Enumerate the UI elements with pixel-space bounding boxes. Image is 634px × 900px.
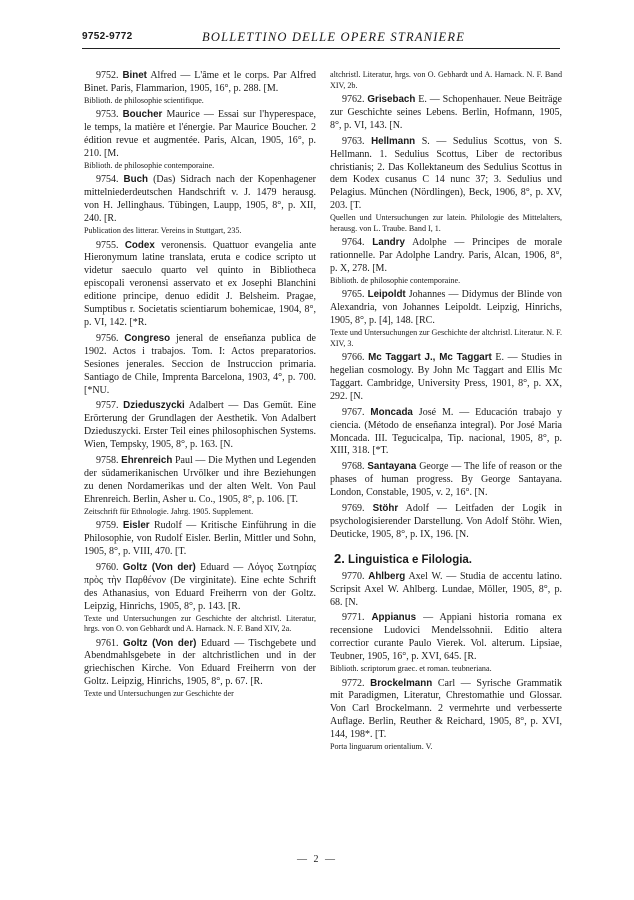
bibliography-entry xyxy=(330,94,562,136)
entry-number: 9754. xyxy=(96,174,119,186)
linguistics-entries xyxy=(330,571,562,756)
entry-headword: Dzieduszycki xyxy=(123,400,185,412)
entry-headword: Mc Taggart J., Mc Taggart xyxy=(368,352,492,364)
entry-headword: Stöhr xyxy=(372,503,399,515)
entry-text: Adalbert — Das Gemüt. Eine Erörterung der Grundlagen der Aesthetik. Von Adalbert Dzieduszycki. Erster Teil eines philosophischen Systems. Wien, Tempsky, 1905, 8°, p. 163. [N. xyxy=(84,400,316,451)
entry-body xyxy=(84,638,316,690)
entry-text: S. — Sedulius Scottus, von S. Hellmann. 1. Sedulius Scottus, Liber de rectoribus christianis; 2. Das Kollektaneum des Sedulius Scottus in dem Kodex cusanus C 14 nunc 37; 3. Sedulius und Pelagius. München (Nördlingen), Beck, 1906, 8°, p. XV, 203. [T. xyxy=(330,135,562,212)
bibliography-entry xyxy=(84,455,316,520)
entry-body xyxy=(84,174,316,226)
entry-text: Eduard — Tischgebete und Abendmahlsgebete in der altchristlichen und in der griechischen Kirche. Von Eduard Freiherrn von der Goltz. Leipzig, Hinrichs, 1905, 8°, p. 67. [R. xyxy=(84,637,316,688)
bibliography-entry xyxy=(84,520,316,562)
bibliography-entry xyxy=(84,109,316,174)
entry-headword: Eisler xyxy=(122,520,150,532)
entry-number: 9755. xyxy=(96,239,119,251)
entry-text: jeneral de enseñanza publica de 1902. Actos i trabajos. Tom. I: Actos preparatorios. Sesiones jenerales. Seccion de Instruccion primaria. Santiago de Chile, Imprenta Barcelona, 1903, 4°, p. 700. [*NU. xyxy=(84,332,316,396)
entry-headword: Appianus xyxy=(371,612,417,624)
entry-headword: Grisebach xyxy=(367,94,416,105)
bibliography-entry xyxy=(84,400,316,455)
bibliography-entry xyxy=(84,70,316,109)
entry-text: Rudolf — Kritische Einführung in die Philosophie, von Rudolf Eisler. Berlin, Mittler und Sohn, 1905, 8°, p. VIII, 470. [T. xyxy=(84,520,316,557)
entry-body xyxy=(84,240,316,330)
entry-body xyxy=(84,109,316,161)
entry-text: Carl — Syrische Grammatik mit Paradigmen, Literatur, Chrestomathie und Glossar. Von Carl Brockelmann. 2 vermehrte und verbesserte Auflage. Berlin, Reuther & Reichard, 1905, 8°, p. XVI, 144, 198*. [T. xyxy=(330,677,563,741)
entry-series-note: Biblioth. scriptorum graec. et roman. teubneriana. xyxy=(330,664,492,674)
bibliography-entry xyxy=(330,136,562,237)
bibliography-entry xyxy=(330,70,562,94)
bibliography-entry xyxy=(330,407,562,462)
entry-number: 9765. xyxy=(342,289,365,301)
entry-text: George — The life of reason or the phases of human progress. By George Santayana. London, Constable, 1905, v. 2, 16°. [N. xyxy=(330,461,562,499)
entry-body xyxy=(84,400,316,452)
bibliography-entry xyxy=(330,571,562,613)
entry-number: 9766. xyxy=(342,352,365,364)
entry-number: 9760. xyxy=(96,561,119,573)
entry-text: E. — Schopenhauer. Neue Beiträge zur Geschichte seines Lebens. Berlin, Hofmann, 1905, 8°, p. VI, 143. [N. xyxy=(330,94,562,131)
bibliography-entry xyxy=(330,678,562,756)
entry-series-note: Biblioth. de philosophie scientifique. xyxy=(84,95,204,105)
entry-number: 9772. xyxy=(342,677,365,689)
entry-number: 9753. xyxy=(96,109,119,121)
entry-series-note: Biblioth. de philosophie contemporaine. xyxy=(330,275,461,285)
entry-range: 9752-9772 xyxy=(82,31,133,42)
bibliography-entry xyxy=(330,612,562,677)
entry-series-note: Texte und Untersuchungen zur Geschichte der altchristl. Literatur, hrgs. von O. von Gebhardt und A. Harnack. N. F. Band XIV, 2a. xyxy=(84,613,316,634)
entry-text: Paul — Die Mythen und Legenden der südamerikanischen Urvölker und ihre Beziehungen zu denen Nordamerikas und der alten Welt. Von Paul Ehrenreich. Berlin, Asher u. Co., 1905, 8°, p. 106. [T. xyxy=(84,455,317,505)
bibliography-entry xyxy=(330,237,562,289)
entry-body xyxy=(84,455,316,507)
entry-text: Adolphe — Principes de morale rationnelle. Par Adolphe Landry. Paris, Alcan, 1906, 8°, p. X, 278. [M. xyxy=(330,237,563,274)
entry-text: Johannes — Didymus der Blinde von Alexandria, von Johannes Leipoldt. Leipzig, Hinrichs, 1905, 8°, p. [4], 148. [RC. xyxy=(330,289,563,327)
left-column xyxy=(84,70,316,703)
entry-text: José M. — Educación trabajo y ciencia. (Método de enseñanza integral). Por José Maria Moncada. III. Tegucicalpa, Tip. nacional, 1905, 8°, p. XIII, 318. [*T. xyxy=(330,406,562,457)
entry-series-note: Quellen und Untersuchungen zur latein. Philologie des Mittelalters, herausg. von L. Traube. Band I, 1. xyxy=(330,213,562,233)
entry-body xyxy=(84,70,316,96)
entry-body xyxy=(330,289,562,328)
bibliography-entry xyxy=(330,352,562,407)
entry-body xyxy=(330,94,562,133)
entry-body xyxy=(330,612,562,664)
entry-number: 9769. xyxy=(342,503,365,515)
entry-headword: Landry xyxy=(372,237,405,249)
entry-body xyxy=(330,407,562,459)
section-title: Linguistica e Filologia. xyxy=(348,553,473,566)
entry-headword: Moncada xyxy=(370,406,413,418)
entry-number: 9758. xyxy=(96,455,119,467)
entry-headword: Leipoldt xyxy=(367,289,406,301)
entry-headword: Binet xyxy=(122,70,147,81)
entry-number: 9770. xyxy=(342,570,365,582)
entry-body xyxy=(330,237,562,276)
entry-number: 9759. xyxy=(96,520,119,532)
entry-number: 9752. xyxy=(96,70,119,81)
bibliography-entry xyxy=(330,461,562,503)
right-column-entries xyxy=(330,70,562,545)
page-number: — 2 — xyxy=(297,854,337,865)
entry-series-note: Biblioth. de philosophie contemporaine. xyxy=(84,160,215,170)
entry-body xyxy=(330,503,562,542)
entry-number: 9767. xyxy=(342,406,365,418)
entry-headword: Goltz (Von der) xyxy=(122,561,196,573)
entry-body xyxy=(84,520,316,559)
entry-headword: Buch xyxy=(123,174,149,186)
entry-body xyxy=(330,461,562,500)
running-header xyxy=(82,30,560,49)
entry-headword: Boucher xyxy=(122,109,163,121)
entry-headword: Santayana xyxy=(367,461,417,473)
bibliography-entry xyxy=(84,174,316,239)
right-column xyxy=(330,70,562,756)
entry-headword: Brockelmann xyxy=(370,677,433,689)
entry-headword: Ehrenreich xyxy=(121,455,173,467)
entry-text: Maurice — Essai sur l'hyperespace, le temps, la matière et l'énergie. Par Maurice Boucher. 2 édition revue et augmentée. Paris, Alcan, 1905, 16°, p. 210. [M. xyxy=(84,109,317,160)
entry-number: 9756. xyxy=(96,332,119,344)
entry-series-note: Texte und Untersuchungen zur Geschichte der xyxy=(84,689,234,699)
entry-number: 9771. xyxy=(342,612,365,624)
entry-number: 9762. xyxy=(342,94,365,105)
entry-text: E. — Studies in hegelian cosmology. By John Mc Taggart and Ellis Mc Taggart. Cambridge, University Press, 1901, 8°, p. XX, 292. [N. xyxy=(330,352,562,402)
entry-headword: Goltz (Von der) xyxy=(122,637,197,649)
entry-body xyxy=(330,571,562,610)
entry-series-note: Porta linguarum orientalium. V. xyxy=(330,742,433,752)
entry-headword: Congreso xyxy=(124,332,171,344)
bibliography-entry xyxy=(84,562,316,638)
entry-text: Eduard — Λόγος Σωτηρίας πρὸς τὴν Παρθένον (De virginitate). Eine echte Schrift des Athanasius, von Eduard Freiherrn von der Goltz. Leipzig, Hinrichs, 1905, 8°, p. 143. [R. xyxy=(84,561,316,612)
entry-headword: Hellmann xyxy=(371,135,416,147)
bibliography-entry xyxy=(84,240,316,333)
entry-text: — Appiani historia romana ex recensione Ludovici Mendelssohnii. Editio altera correctior curante Paulo Vierek. Vol. alterum. Lipsiae, Teubner, 1905, 16°, p. XVI, 645. [R. xyxy=(330,612,562,663)
entry-headword: Ahlberg xyxy=(368,570,406,582)
bibliography-entry xyxy=(84,333,316,401)
entry-number: 9768. xyxy=(342,461,365,473)
entry-body xyxy=(330,678,562,743)
entry-text: veronensis. Quattuor evangelia ante Hieronymum latine translata, eruta e codice scripto ut videtur saeculo quarto vel quinto in Bibliotheca episcopali veronensi asservato et ex Josephi Blanchini editione principe, denuo edidit J. Belsheim. Pragae, Sumptibus r. Societatis scientiarum bohemicae, 1904, 8°, p. VI, 142. [*R. xyxy=(84,239,317,328)
entry-body xyxy=(84,333,316,398)
entry-number: 9757. xyxy=(96,400,119,412)
entry-series-note: Texte und Untersuchungen zur Geschichte der altchristl. Literatur. N. F. XIV, 3. xyxy=(330,328,562,348)
entry-series-note: Zeitschrift für Ethnologie. Jahrg. 1905. Supplement. xyxy=(84,506,254,516)
entry-number: 9763. xyxy=(342,135,365,147)
entry-text: (Das) Sidrach nach der Kopenhagener mittelniederdeutschen Handschrift v. J. 1479 herausg. von H. Jellinghaus. Tübingen, Laupp, 1905, 8°, p. XII, 240. [R. xyxy=(84,174,316,225)
entry-series-note: altchristl. Literatur, hrgs. von O. Gebhardt und A. Harnack. N. F. Band XIV, 2b. xyxy=(330,70,562,90)
entry-body xyxy=(84,562,316,614)
bibliography-entry xyxy=(330,503,562,545)
entry-text: Alfred — L'âme et le corps. Par Alfred Binet. Paris, Flammarion, 1905, 16°, p. 288. [M. xyxy=(84,70,316,94)
entry-number: 9761. xyxy=(96,637,119,649)
entry-headword: Codex xyxy=(124,239,155,251)
entry-body xyxy=(330,136,562,213)
entry-body xyxy=(330,352,562,404)
entry-number: 9764. xyxy=(342,237,365,249)
section-number: 2. xyxy=(334,550,345,566)
entry-text: Axel W. — Studia de accentu latino. Scripsit Axel W. Ahlberg. Lundae, Möller, 1905, 8°, p. 68. [N. xyxy=(330,570,563,608)
bibliography-entry xyxy=(330,289,562,352)
entry-series-note: Publication des litterar. Vereins in Stuttgart, 235. xyxy=(84,226,242,236)
section-heading xyxy=(334,550,562,567)
journal-title: BOLLETTINO DELLE OPERE STRANIERE xyxy=(202,30,466,44)
bibliography-entry xyxy=(84,638,316,703)
entry-text: Adolf — Leitfaden der Logik in psychologisierender Darstellung. Von Adolf Stöhr. Wien, Deuticke, 1905, 8°, p. IX, 196. [N. xyxy=(330,503,562,540)
